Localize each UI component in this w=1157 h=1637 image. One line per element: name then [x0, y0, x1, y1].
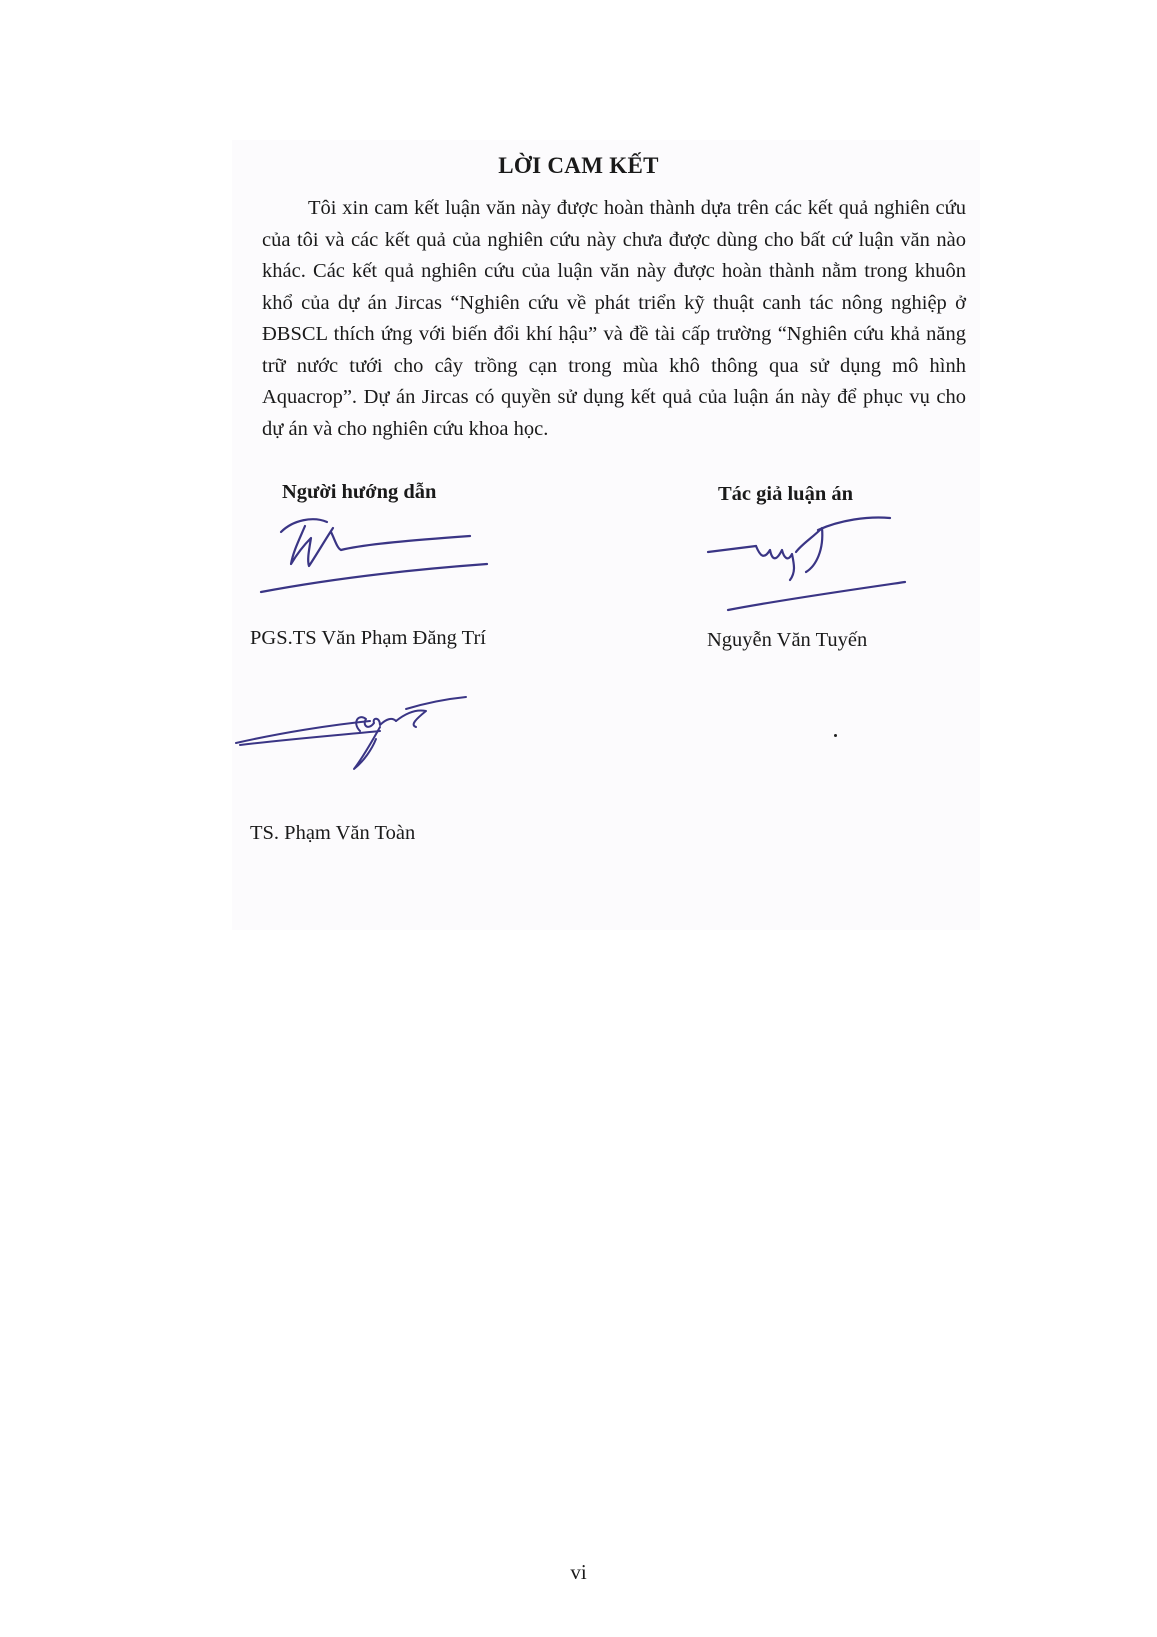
commitment-paragraph: Tôi xin cam kết luận văn này được hoàn thành dựa trên các kết quả nghiên cứu của tôi và các kết quả của nghiên cứu này chưa được dùng cho bất cứ luận văn nào khác. Các kết quả nghiên cứu của luận văn này được hoàn thành nằm trong khuôn khổ của dự án Jircas “Nghiên cứu về phát triển kỹ thuật canh tác nông nghiệp ở ĐBSCL thích ứng với biến đổi khí hậu” và đề tài cấp trường “Nghiên cứu khả năng trữ nước tưới cho cây trồng cạn trong mùa khô thông qua sử dụng mô hình Aquacrop”. Dự án Jircas có quyền sử dụng kết quả của luận án này để phục vụ cho dự án và cho nghiên cứu khoa học.	[262, 197, 966, 440]
advisor-2-name: TS. Phạm Văn Toàn	[250, 822, 416, 844]
advisor-label: Người hướng dẫn	[282, 481, 437, 503]
author-signature	[700, 510, 915, 620]
ink-speck	[834, 734, 837, 737]
author-name: Nguyễn Văn Tuyến	[707, 629, 868, 651]
author-label: Tác giả luận án	[718, 483, 853, 505]
advisor-1-name: PGS.TS Văn Phạm Đăng Trí	[250, 627, 486, 649]
advisor-2-signature	[230, 695, 475, 780]
page-title: LỜI CAM KẾT	[498, 153, 659, 178]
page-number: vi	[570, 1560, 587, 1584]
advisor-1-signature	[255, 510, 505, 600]
